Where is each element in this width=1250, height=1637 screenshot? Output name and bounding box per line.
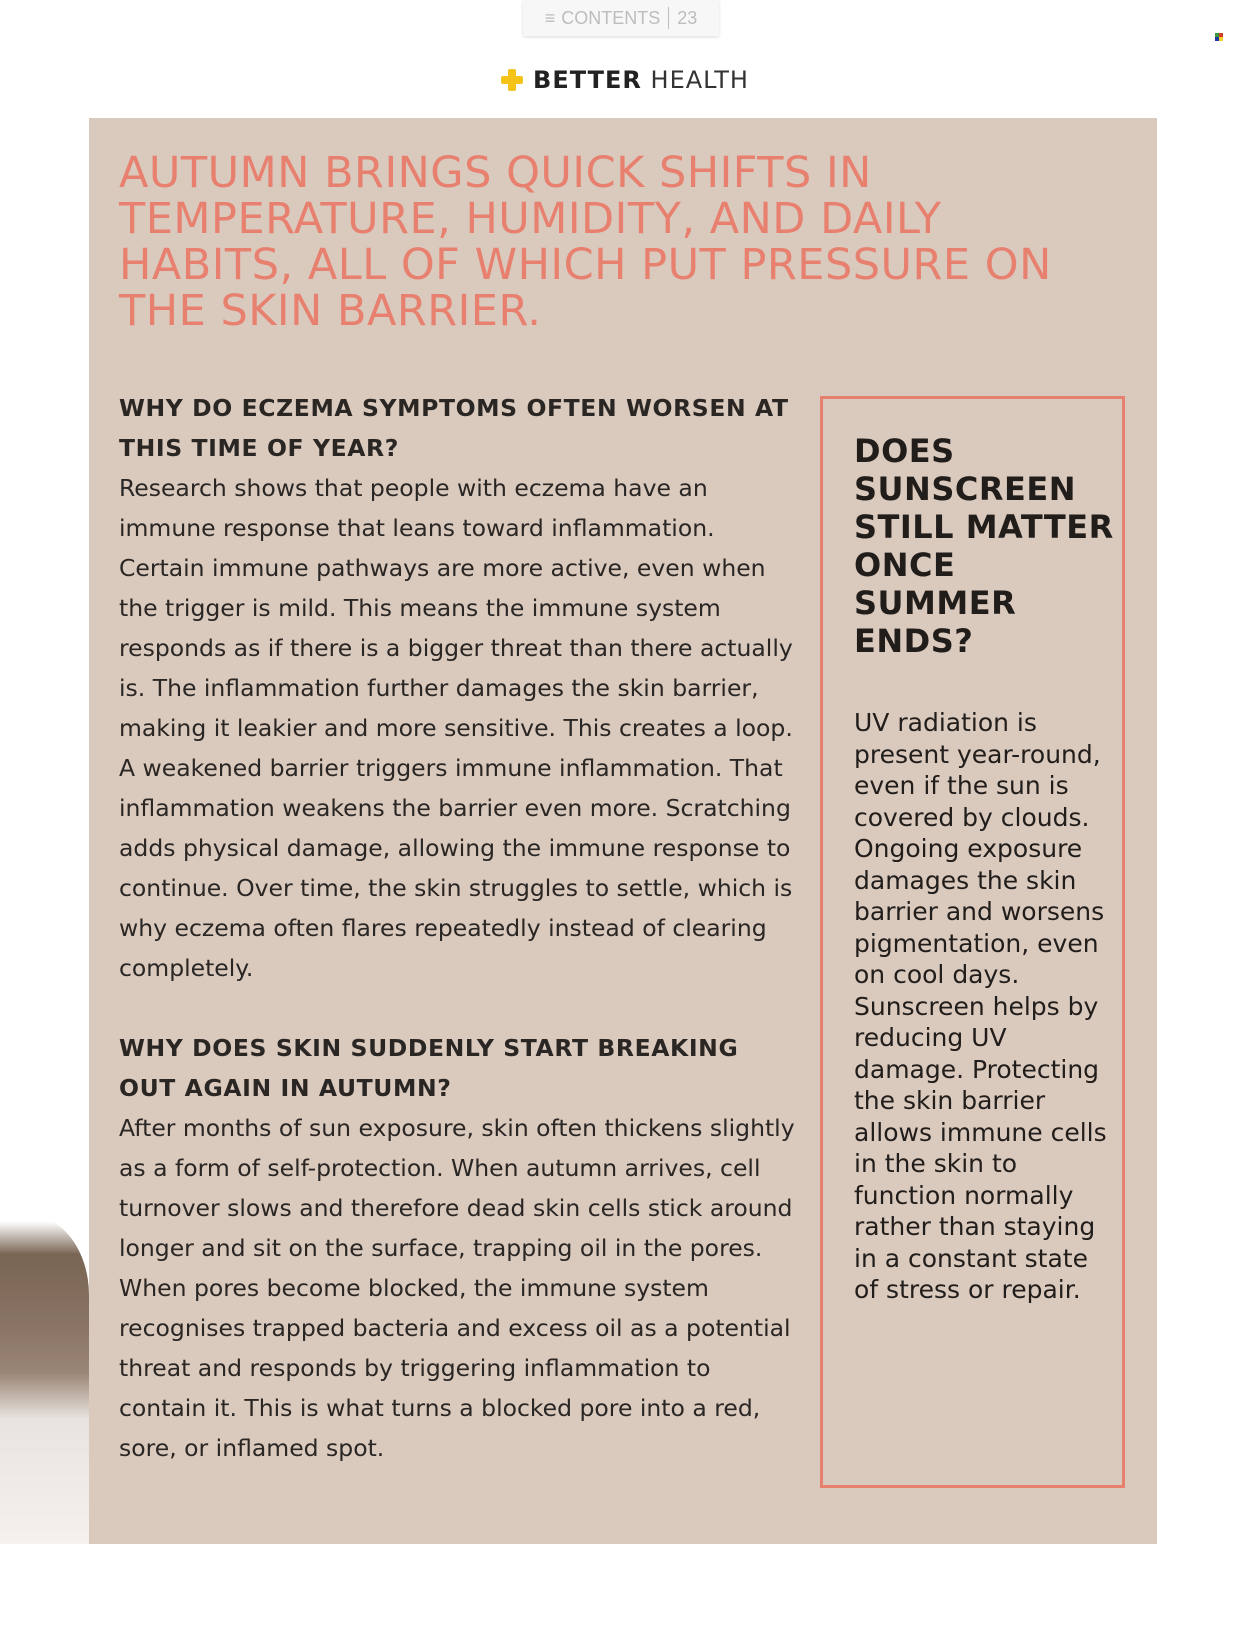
brand-logo-icon (1215, 33, 1223, 41)
contents-button[interactable] (523, 0, 719, 36)
section-title-bold: BETTER (533, 66, 642, 94)
section-body-breakouts: After months of sun exposure, skin often thickens slightly as a form of self-protection. When autumn arrives, cell turnover slows and therefore dead skin cells stick around longer and sit on the surface, trapping oil in the pores. When pores become blocked, the immune system recognises trapped bacteria and excess oil as a potential threat and responds by triggering inflammation to contain it. This is what turns a blocked pore into a red, sore, or inflamed spot. (119, 1114, 795, 1462)
page-number: 23 (677, 7, 698, 28)
divider (668, 7, 669, 29)
section-title-light: HEALTH (650, 66, 749, 94)
person-photo (0, 1215, 89, 1544)
sidebar-box-sunscreen (820, 396, 1125, 1488)
article-main-column (119, 388, 799, 1468)
section-body-eczema: Research shows that people with eczema have an immune response that leans toward inflammation. Certain immune pathways are more active, even when the trigger is mild. This means the immune system responds as if there is a bigger threat than there actually is. The inflammation further damages the skin barrier, making it leakier and more sensitive. This creates a loop. A weakened barrier triggers immune inflammation. That inflammation weakens the barrier even more. Scratching adds physical damage, allowing the immune response to continue. Over time, the skin struggles to settle, which is why eczema often flares repeatedly instead of clearing completely. (119, 474, 793, 982)
section-heading-breakouts: WHY DOES SKIN SUDDENLY START BREAKING OUT AGAIN IN AUTUMN? (119, 1034, 739, 1102)
pull-quote: AUTUMN BRINGS QUICK SHIFTS IN TEMPERATURE, HUMIDITY, AND DAILY HABITS, ALL OF WHICH PUT PRESSURE ON THE SKIN BARRIER. (119, 148, 1052, 336)
sidebar-body: UV radiation is present year-round, even if the sun is covered by clouds. Ongoing exposure damages the skin barrier and worsens pigmentation, even on cool days. Sunscreen helps by reducing UV damage. Protecting the skin barrier allows immune cells in the skin to function normally rather than staying in a constant state of stress or repair. (854, 708, 1107, 1304)
sidebar-heading: DOES SUNSCREEN STILL MATTER ONCE SUMMER ENDS? (854, 432, 1114, 660)
plus-icon (501, 69, 523, 91)
section-heading-eczema: WHY DO ECZEMA SYMPTOMS OFTEN WORSEN AT THIS TIME OF YEAR? (119, 394, 789, 462)
contents-label: CONTENTS (561, 7, 661, 28)
menu-icon: ≡ (544, 7, 556, 28)
section-header (0, 62, 1250, 98)
